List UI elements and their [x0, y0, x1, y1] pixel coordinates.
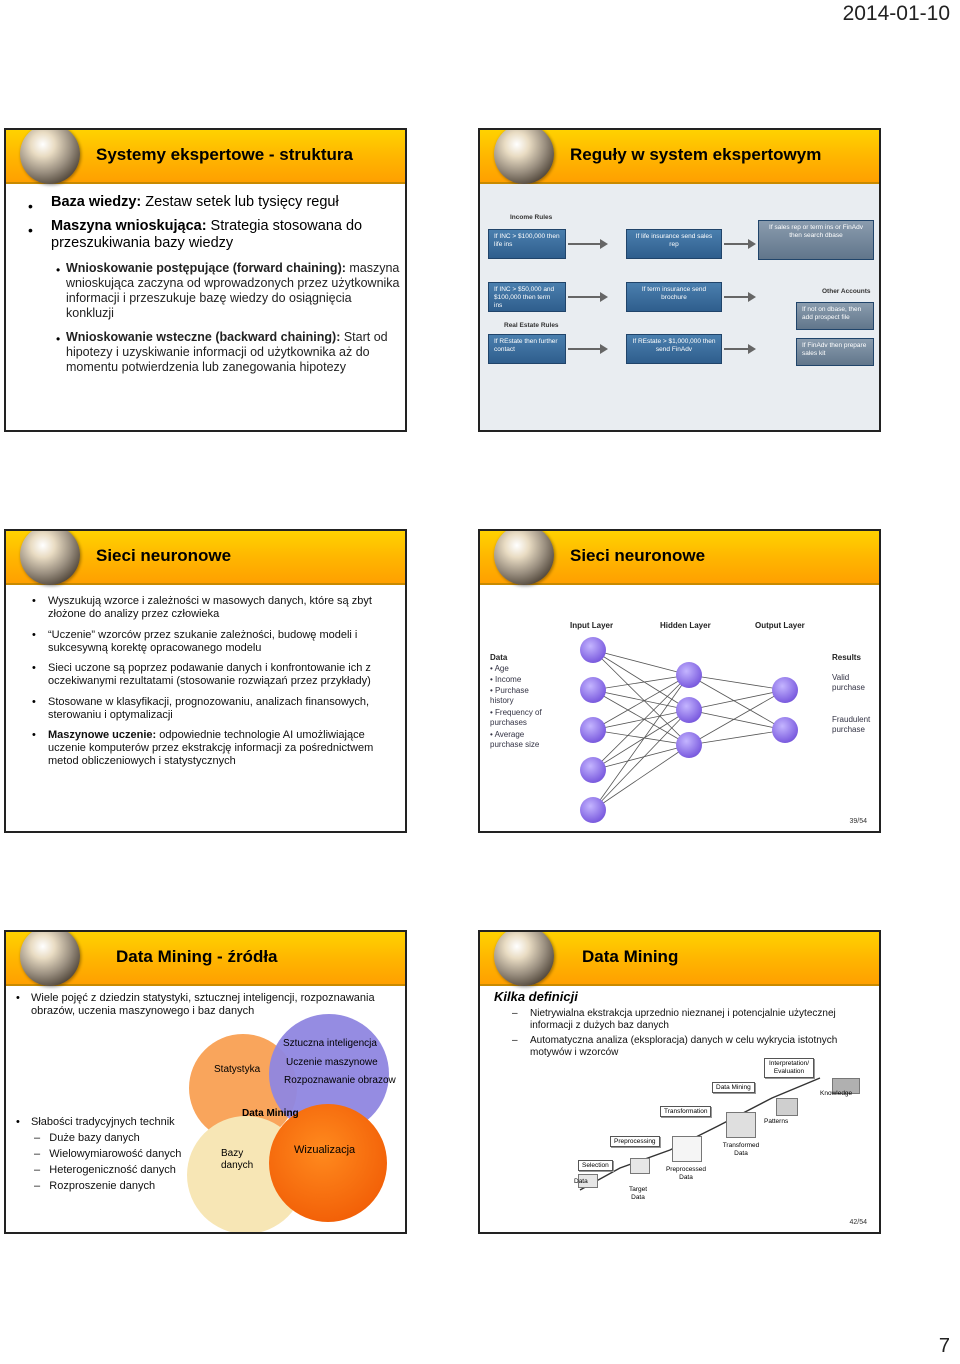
slide-number: 42/54 — [849, 1219, 867, 1226]
input-layer-label: Input Layer — [570, 621, 614, 630]
sub-bullet-backward-chaining: Wnioskowanie wsteczne (backward chaining): Start od hipotezy i uzyskiwanie informacji od użytkownika aż do momentu potwierdzenia lub zanegowania hipotezy — [66, 330, 388, 374]
bullet: • — [32, 595, 36, 607]
rule-box-c2: If not on dbase, then add prospect file — [796, 302, 874, 330]
venn-label-pattern-recognition: Rozpoznawanie obrazow — [284, 1075, 396, 1086]
bullet: • — [32, 662, 36, 674]
data-title: Data — [490, 653, 508, 662]
label-data: Data — [574, 1178, 588, 1185]
slide-body — [480, 986, 879, 1232]
arrow-head — [600, 292, 608, 302]
bullet-sources: Wiele pojęć z dziedzin statystyki, sztucznej inteligencji, rozpoznawania obrazów, uczenia maszynowego i baz danych — [31, 992, 375, 1018]
venn-label-visualization: Wizualizacja — [294, 1144, 356, 1156]
bullet: • — [32, 729, 36, 741]
slide-title: Data Mining — [582, 947, 679, 966]
data-item: • Average purchase size — [490, 730, 540, 750]
slide-body — [6, 184, 405, 430]
rule-box-m2: If term insurance send brochure — [626, 282, 722, 312]
page-date: 2014-01-10 — [842, 2, 950, 25]
rule-box-r2: If INC > $50,000 and $100,000 then term ins — [488, 282, 566, 312]
hidden-layer-label: Hidden Layer — [660, 621, 711, 630]
neural-diagram — [480, 585, 879, 831]
output-node — [772, 717, 798, 743]
bullet-5: Maszynowe uczenie: odpowiednie technologie AI umożliwiające uczenie komputerów przez ekstrakcję informacji za pośrednictwem metod obliczeniowych i statystycznych — [48, 729, 374, 768]
bullet: • — [16, 1116, 20, 1128]
output-node — [772, 677, 798, 703]
slide-neural-networks-diagram — [478, 529, 881, 833]
slide-data-mining-sources — [4, 930, 407, 1234]
label-knowledge: Knowledge — [820, 1090, 853, 1097]
data-item: • Age — [490, 664, 509, 673]
input-node — [580, 637, 606, 663]
definition-2: Automatyczna analiza (eksploracja) danych w celu wykrycia istotnych motywów i wzorców — [530, 1035, 838, 1058]
input-node — [580, 757, 606, 783]
step-preprocessing: Preprocessing — [610, 1136, 660, 1147]
venn-circle-visualization — [269, 1104, 387, 1222]
bullet: • — [32, 696, 36, 708]
arrow-head — [748, 292, 756, 302]
rule-box-m3: If REstate > $1,000,000 then send FinAdv — [626, 334, 722, 364]
arrow-line — [568, 348, 602, 350]
venn-label-data-mining: Data Mining — [242, 1108, 299, 1119]
venn-label-ml: Uczenie maszynowe — [286, 1057, 378, 1068]
slide-body — [6, 585, 405, 831]
input-node — [580, 677, 606, 703]
label-real-estate-rules: Real Estate Rules — [504, 322, 559, 329]
dash: – — [512, 1008, 518, 1019]
slide-header — [480, 531, 879, 585]
arrow-head — [748, 344, 756, 354]
arrow-head — [600, 239, 608, 249]
slide-body — [6, 986, 405, 1232]
step-interpretation: Interpretation/ Evaluation — [764, 1058, 814, 1078]
slide-data-mining — [478, 930, 881, 1234]
input-node — [580, 797, 606, 823]
arrow-line — [568, 296, 602, 298]
globe-icon — [494, 128, 554, 184]
rule-box-m1: If life insurance send sales rep — [626, 229, 722, 259]
slide-number: 39/54 — [849, 818, 867, 825]
slide-expert-system-rules — [478, 128, 881, 432]
label-patterns: Patterns — [764, 1118, 789, 1125]
step-data-mining: Data Mining — [712, 1082, 755, 1093]
target-data-doc-icon — [630, 1158, 650, 1174]
rule-box-r3: If REstate then further contact — [488, 334, 566, 364]
step-transformation: Transformation — [660, 1106, 711, 1117]
bullet-2: “Uczenie” wzorców przez szukanie zależności, budowę modeli i sukcesywną korektę opracowanego modelu — [48, 629, 358, 655]
arrow-head — [600, 344, 608, 354]
label-preprocessed-data: Preprocessed Data — [665, 1166, 707, 1181]
data-item: • Frequency of purchases — [490, 708, 542, 728]
arrow-head — [748, 239, 756, 249]
rules-diagram — [480, 184, 879, 430]
bullet: • — [28, 222, 33, 238]
slide-neural-networks-text — [4, 529, 407, 833]
bullet: • — [16, 992, 20, 1004]
sub-item: – Heterogeniczność danych — [34, 1164, 176, 1176]
globe-icon — [20, 529, 80, 585]
bullet-inference-engine: Maszyna wnioskująca: Strategia stosowana do przeszukiwania bazy wiedzy — [51, 218, 363, 252]
results-title: Results — [832, 653, 861, 662]
venn-label-ai: Sztuczna inteligencja — [283, 1038, 377, 1049]
bullet: • — [56, 263, 61, 277]
sub-bullet-forward-chaining: Wnioskowanie postępujące (forward chaining): maszyna wnioskująca zaczyna od wprowadzonych przez użytkownika informacji i przeszukuje bazę wiedzy do osiągnięcia konkluzji — [66, 261, 400, 320]
label-other-accounts: Other Accounts — [822, 288, 871, 295]
arrow-line — [568, 243, 602, 245]
label-target-data: Target Data — [628, 1186, 648, 1201]
rule-box-c3: If FinAdv then prepare sales kit — [796, 338, 874, 366]
slide-header — [480, 932, 879, 986]
slide-title: Sieci neuronowe — [96, 546, 232, 565]
result-valid: Valid purchase — [832, 673, 865, 693]
step-selection: Selection — [578, 1160, 613, 1171]
bullet: • — [32, 629, 36, 641]
slide-header — [6, 130, 405, 184]
slide-title: Systemy ekspertowe - struktura — [96, 145, 353, 164]
slide-expert-systems-structure — [4, 128, 407, 432]
globe-icon — [20, 930, 80, 986]
bullet-3: Sieci uczone są poprzez podawanie danych i konfrontowanie ich z oczekiwanymi rezultatami (stosowanie rozwiązań przez przykłady) — [48, 662, 371, 688]
data-item: • Income — [490, 675, 522, 684]
hidden-node — [676, 732, 702, 758]
label-transformed-data: Transformed Data — [722, 1142, 760, 1157]
data-item: • Purchase history — [490, 686, 529, 706]
result-fraudulent: Fraudulent purchase — [832, 715, 871, 735]
output-layer-label: Output Layer — [755, 621, 805, 630]
venn-label-statistics: Statystyka — [214, 1064, 261, 1075]
slide-title: Sieci neuronowe — [570, 546, 706, 565]
hidden-node — [676, 662, 702, 688]
label-income-rules: Income Rules — [510, 214, 553, 221]
preprocessed-data-icon — [672, 1136, 702, 1162]
sub-item: – Duże bazy danych — [34, 1132, 140, 1144]
transformed-data-icon — [726, 1112, 756, 1138]
patterns-icon — [776, 1098, 798, 1116]
bullet-4: Stosowane w klasyfikacji, prognozowaniu, analizach finansowych, sterowaniu i optymalizacji — [48, 696, 370, 722]
hidden-node — [676, 697, 702, 723]
page-number: 7 — [938, 1335, 950, 1357]
rule-box-r1: If INC > $100,000 then life ins — [488, 229, 566, 259]
bullet-1: Wyszukują wzorce i zależności w masowych danych, które są zbyt złożone do analizy przez człowieka — [48, 595, 372, 621]
dash: – — [512, 1035, 518, 1046]
definitions-heading: Kilka definicji — [494, 989, 578, 1004]
bullet-knowledge-base: Baza wiedzy: Zestaw setek lub tysięcy reguł — [51, 194, 339, 210]
venn-label-databases: Bazy danych — [221, 1148, 254, 1171]
input-node — [580, 717, 606, 743]
slide-title: Data Mining - źródła — [116, 947, 278, 966]
slide-title: Reguły w system ekspertowym — [570, 145, 822, 164]
sub-item: – Rozproszenie danych — [34, 1180, 156, 1192]
definition-1: Nietrywialna ekstrakcja uprzednio nieznanej i potencjalnie użytecznej informacji z dużych baz danych — [530, 1008, 836, 1031]
slide-header — [6, 932, 405, 986]
globe-icon — [20, 128, 80, 184]
bullet-weaknesses: Słabości tradycyjnych technik — [31, 1116, 175, 1128]
bullet: • — [28, 198, 33, 214]
rule-box-c1: If sales rep or term ins or FinAdv then search dbase — [758, 220, 874, 260]
slide-header — [6, 531, 405, 585]
bullet: • — [56, 332, 61, 346]
slide-header — [480, 130, 879, 184]
globe-icon — [494, 930, 554, 986]
sub-item: – Wielowymiarowość danych — [34, 1148, 182, 1160]
globe-icon — [494, 529, 554, 585]
